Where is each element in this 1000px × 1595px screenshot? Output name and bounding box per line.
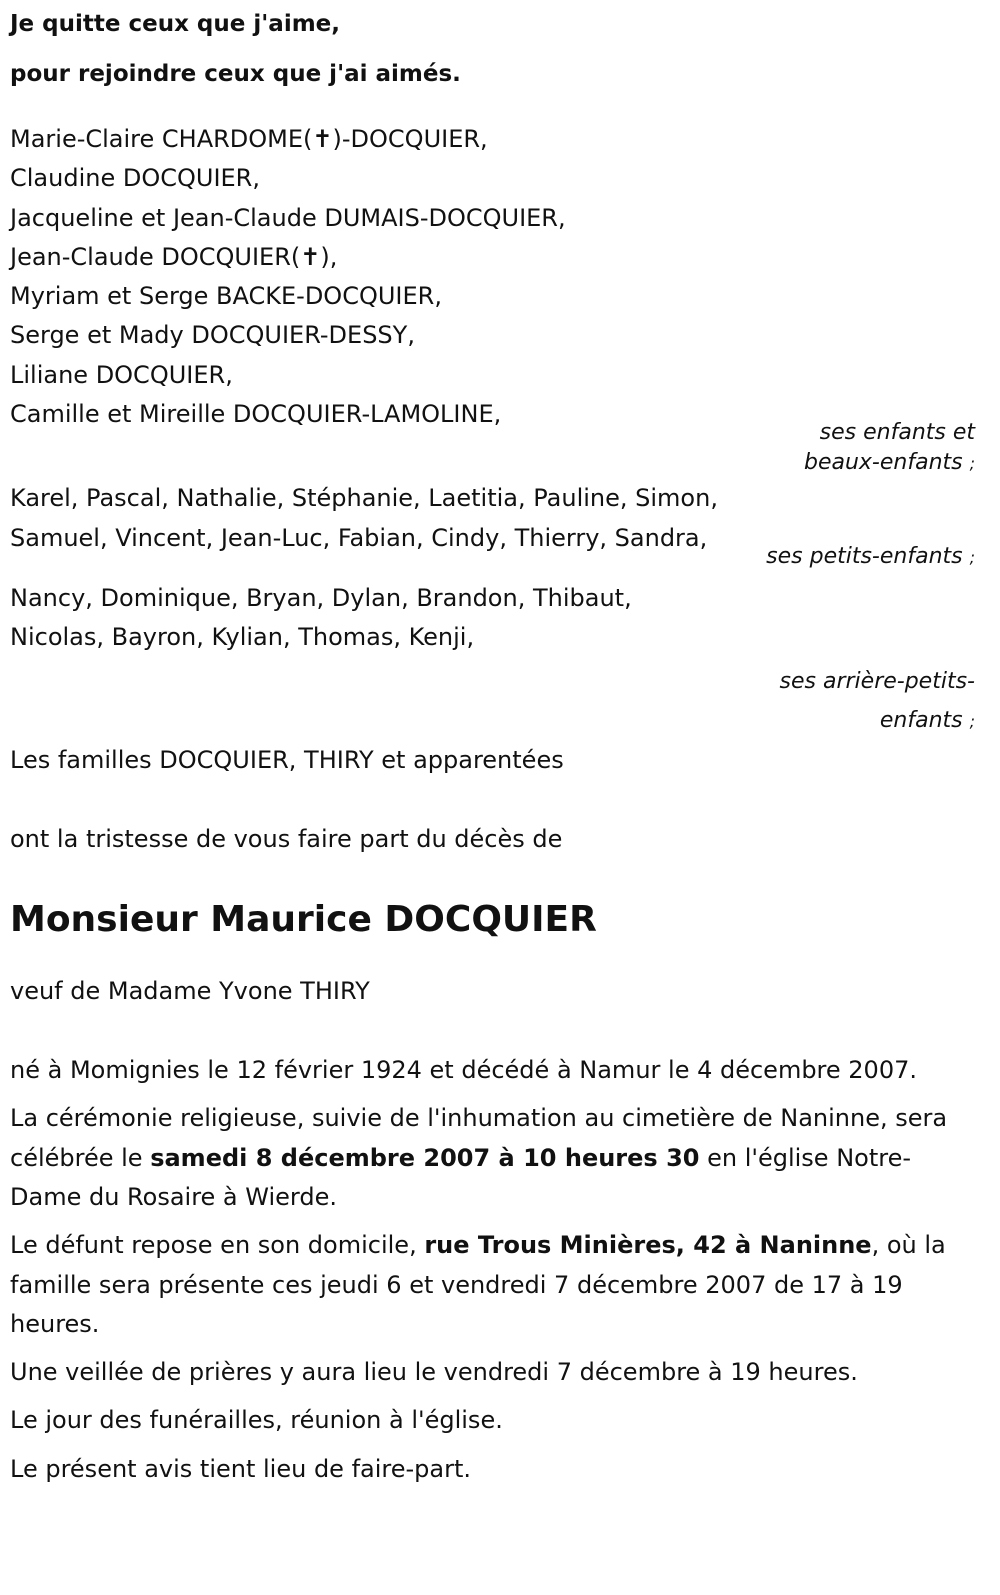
rest-text-before: Le défunt repose en son domicile, [10, 1231, 425, 1260]
children-list [10, 120, 975, 434]
quote-line-1: Je quitte ceux que j'aime, [10, 11, 341, 37]
grandchildren-role-label: ses petits-enfants [766, 543, 963, 569]
widower-line: veuf de Madame Yvone THIRY [10, 976, 370, 1005]
child-name: Marie-Claire CHARDOME(✝)-DOCQUIER, [10, 125, 488, 153]
ceremony-paragraph [10, 1099, 975, 1217]
children-role-label: beaux-enfants [803, 450, 963, 476]
great-grandchildren-line: Nicolas, Bayron, Kylian, Thomas, Kenji, [10, 623, 475, 652]
families-line: Les familles DOCQUIER, THIRY et apparentées [10, 746, 564, 775]
deceased-name: Monsieur Maurice DOCQUIER [10, 898, 597, 940]
ceremony-date: samedi 8 décembre 2007 à 10 heures 30 [150, 1143, 700, 1172]
grandchildren-role-separator: ; [969, 547, 975, 567]
great-grandchildren-role-line-1: ses arrière-petits- [779, 668, 975, 694]
great-grandchildren-role-separator: ; [969, 711, 975, 731]
great-grandchildren-list [10, 579, 975, 658]
child-name: Jean-Claude DOCQUIER(✝), [10, 242, 338, 271]
ceremony-text-before: La cérémonie religieuse, suivie de l'inhumation au cimetière de Naninne, sera célébrée le [10, 1104, 948, 1172]
great-grandchildren-role-line-2 [10, 701, 975, 741]
children-role-separator: ; [969, 454, 975, 474]
grandchildren-line: Samuel, Vincent, Jean-Luc, Fabian, Cindy, Thierry, Sandra, [10, 523, 708, 552]
children-role-line-1: ses enfants et [819, 420, 975, 446]
quote-line-2: pour rejoindre ceux que j'ai aimés. [10, 61, 461, 87]
ceremony-text-after: en l'église Notre-Dame du Rosaire à Wierde. [10, 1143, 912, 1211]
great-grandchildren-line: Nancy, Dominique, Bryan, Dylan, Brandon, Thibaut, [10, 583, 632, 612]
great-grandchildren-role-label: enfants [879, 707, 963, 733]
birth-death-line: né à Momignies le 12 février 1924 et décédé à Namur le 4 décembre 2007. [10, 1056, 917, 1085]
announcement-line: ont la tristesse de vous faire part du décès de [10, 825, 563, 854]
rest-text-after: , où la famille sera présente ces jeudi 6 et vendredi 7 décembre 2007 de 17 à 19 heures. [10, 1231, 946, 1338]
grandchildren-line: Karel, Pascal, Nathalie, Stéphanie, Laetitia, Pauline, Simon, [10, 484, 718, 513]
child-name: Myriam et Serge BACKE-DOCQUIER, [10, 282, 442, 311]
funeral-day-paragraph: Le jour des funérailles, réunion à l'église. [10, 1406, 503, 1435]
child-name: Camille et Mireille DOCQUIER-LAMOLINE, [10, 400, 502, 429]
great-grandchildren-role [10, 662, 975, 742]
child-name: Claudine DOCQUIER, [10, 164, 260, 193]
rest-paragraph [10, 1226, 975, 1344]
child-name: Jacqueline et Jean-Claude DUMAIS-DOCQUIER, [10, 203, 566, 232]
children-role-line-2 [10, 448, 975, 479]
child-name: Liliane DOCQUIER, [10, 360, 233, 389]
notice-paragraph: Le présent avis tient lieu de faire-part. [10, 1454, 472, 1483]
rest-address: rue Trous Minières, 42 à Naninne [424, 1231, 872, 1260]
obituary-notice [10, 0, 975, 1489]
vigil-paragraph: Une veillée de prières y aura lieu le vendredi 7 décembre à 19 heures. [10, 1358, 858, 1387]
child-name: Serge et Mady DOCQUIER-DESSY, [10, 321, 415, 350]
